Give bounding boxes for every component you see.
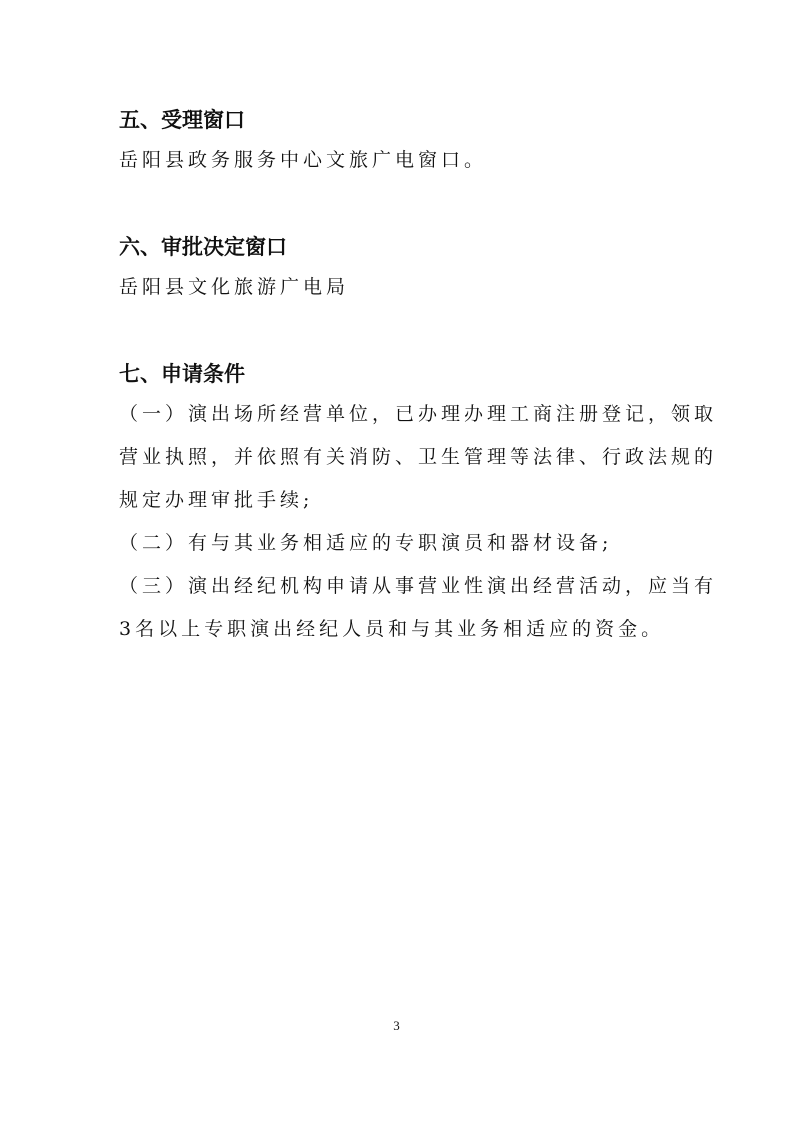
section-heading-window: 五、受理窗口 (119, 108, 245, 132)
section-text-approval-window: 岳阳县文化旅游广电局 (119, 276, 350, 298)
section-heading-approval-window: 六、审批决定窗口 (119, 235, 287, 259)
condition-line-3: 规定办理审批手续; (119, 489, 314, 511)
condition-line-2: 营业执照，并依照有关消防、卫生管理等法律、行政法规的 (119, 446, 718, 468)
page-number: 3 (393, 1018, 400, 1033)
section-heading-conditions: 七、申请条件 (119, 362, 245, 386)
condition-line-5: （三）演出经纪机构申请从事营业性演出经营活动，应当有 (119, 575, 718, 597)
condition-line-1: （一）演出场所经营单位，已办理办理工商注册登记，领取 (119, 403, 718, 425)
condition-line-4: （二）有与其业务相适应的专职演员和器材设备; (119, 532, 613, 554)
condition-line-6: 3名以上专职演出经纪人员和与其业务相适应的资金。 (119, 618, 665, 640)
section-text-window: 岳阳县政务服务中心文旅广电窗口。 (119, 149, 488, 171)
